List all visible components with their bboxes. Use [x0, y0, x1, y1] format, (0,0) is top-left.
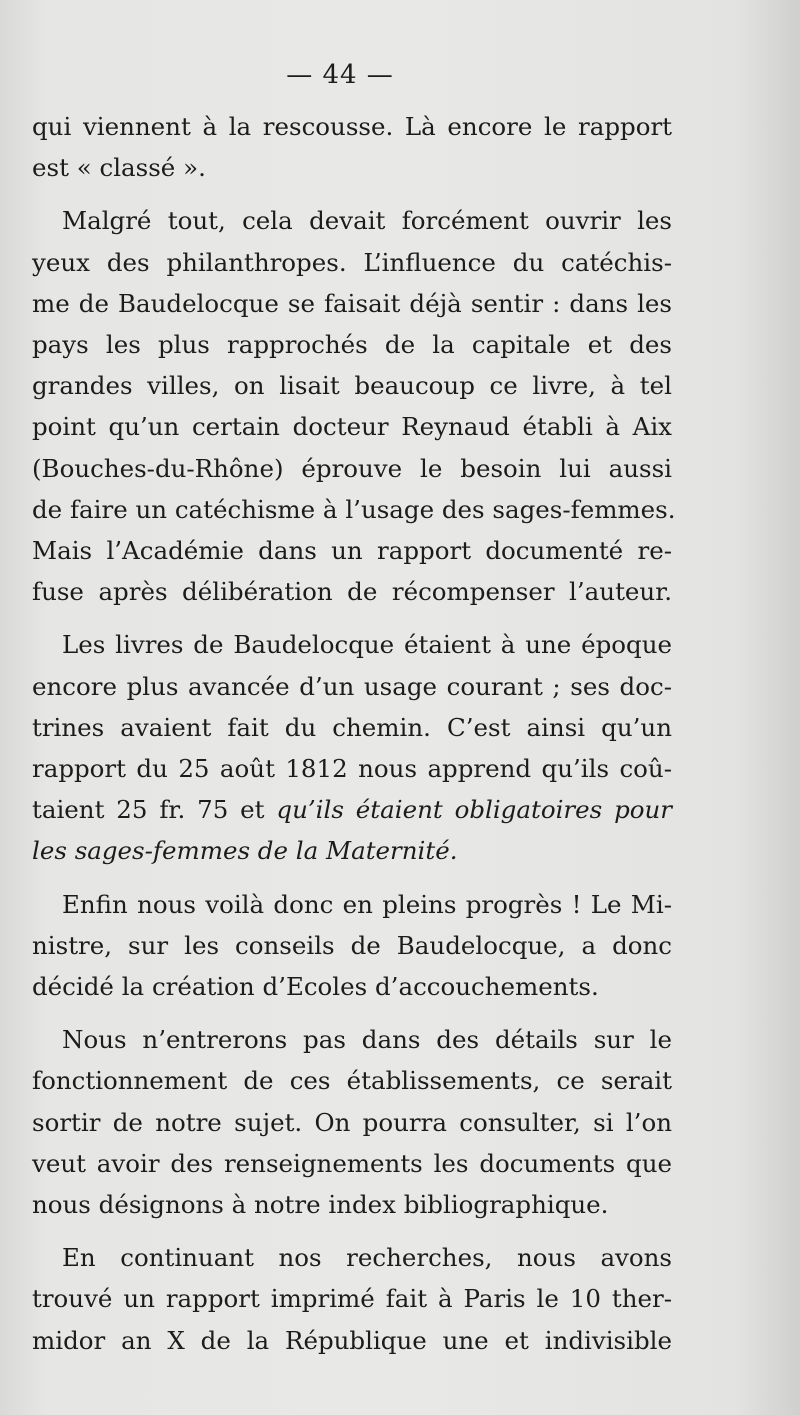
text-line: qui viennent à la rescousse. Là encore le rapport — [32, 112, 672, 141]
text-line: Mais l’Académie dans un rapport documenté re- — [32, 536, 672, 566]
paragraph-6 — [32, 1237, 672, 1361]
italic-segment: qu’ils étaient obligatoires pour — [276, 795, 672, 825]
text-line: Malgré tout, cela devait forcément ouvrir les — [62, 206, 672, 236]
text-line: encore plus avancée d’un usage courant ; ses doc- — [32, 671, 672, 701]
text-line: Enfin nous voilà donc en pleins progrès ! Le Mi- — [62, 889, 672, 919]
text-line: nistre, sur les conseils de Baudelocque, a donc — [32, 930, 672, 960]
text-line: les sages-femmes de la Maternité. — [32, 836, 458, 866]
text-line: sortir de notre sujet. On pourra consulter, si l’on — [32, 1107, 672, 1137]
paragraph-4 — [32, 884, 672, 1008]
text-line: Nous n’entrerons pas dans des détails sur le — [62, 1025, 672, 1055]
text-line: fonctionnement de ces établissements, ce serait — [32, 1066, 672, 1096]
paragraph-2 — [32, 200, 676, 612]
page-number: — 44 — — [286, 60, 394, 90]
text-line: Les livres de Baudelocque étaient à une époque — [62, 630, 672, 660]
paragraph-3 — [32, 624, 672, 871]
text-line: trines avaient fait du chemin. C’est ainsi qu’un — [32, 712, 672, 742]
text-line: pays les plus rapprochés de la capitale et des — [32, 330, 672, 360]
text-line: me de Baudelocque se faisait déjà sentir : dans les — [32, 288, 672, 318]
text-line: décidé la création d’Ecoles d’accouchements. — [32, 972, 599, 1002]
text-line: de faire un catéchisme à l’usage des sages-femmes. — [32, 494, 676, 524]
text-segment: taient 25 fr. 75 et — [32, 795, 265, 825]
text-line: yeux des philanthropes. L’influence du catéchis- — [32, 247, 672, 277]
paragraph-5 — [32, 1019, 672, 1225]
text-line: grandes villes, on lisait beaucoup ce livre, à tel — [32, 371, 672, 401]
text-line: (Bouches-du-Rhône) éprouve le besoin lui aussi — [32, 453, 672, 483]
text-line: fuse après délibération de récompenser l’auteur. — [32, 577, 672, 607]
paragraph-1 — [32, 106, 672, 188]
text-line: rapport du 25 août 1812 nous apprend qu’ils coû- — [32, 754, 672, 784]
text-line: En continuant nos recherches, nous avons — [62, 1243, 672, 1273]
text-line: point qu’un certain docteur Reynaud établi à Aix — [32, 412, 672, 442]
text-line-mixed — [32, 789, 672, 830]
body-text — [32, 106, 676, 1361]
text-line: est « classé ». — [32, 153, 206, 183]
text-line: nous désignons à notre index bibliographique. — [32, 1190, 609, 1220]
text-line: veut avoir des renseignements les documents que — [32, 1148, 672, 1178]
text-line: trouvé un rapport imprimé fait à Paris le 10 ther- — [32, 1284, 672, 1314]
text-line: midor an X de la République une et indivisible — [32, 1325, 672, 1355]
